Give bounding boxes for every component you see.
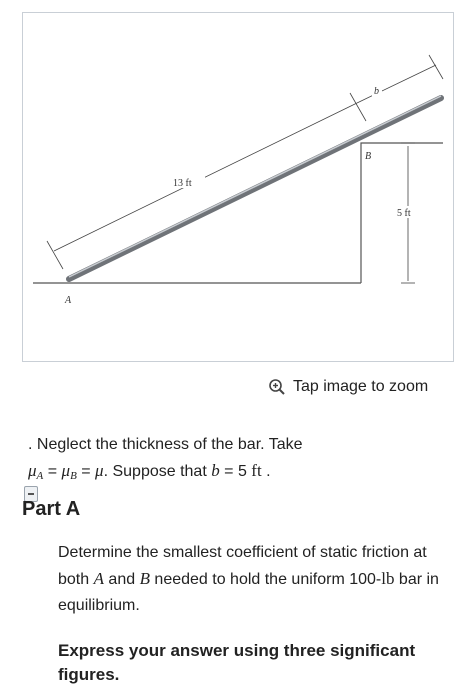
question-text-4: bar in equilibrium. [58,571,439,614]
mu-a: μ [28,461,37,480]
b-value: = 5 [219,463,252,480]
var-a: A [93,569,104,588]
unit-lb: lb [381,569,395,588]
unit-ft: ft [251,461,262,480]
tap-to-zoom[interactable] [268,376,428,398]
question-text-3: needed to hold the uniform 100- [149,571,382,588]
suppose-text: . Suppose that [103,463,212,480]
mu-b-subscript: B [70,470,77,482]
dim-b-label: b [374,86,379,97]
dim-13ft-line [54,103,357,251]
dim-5ft-label: 5 ft [397,208,411,219]
period: . [261,463,271,480]
part-a-question [58,540,453,619]
mu-b: μ [61,461,71,480]
point-b-label: B [365,151,372,162]
question-text-1: Determine the smallest coefficient of static friction at both [58,544,427,588]
bar-highlight [69,96,441,277]
point-a-label: A [65,295,72,306]
equals-1: = [43,463,62,480]
bar [69,98,441,279]
question-text-2: and [103,571,140,588]
problem-figure[interactable] [22,12,454,362]
incline-bar-diagram [23,13,455,363]
dim-13ft-tick-b [350,93,366,121]
problem-line-1: . Neglect the thickness of the bar. Take [28,436,303,453]
equals-2: = [76,463,96,480]
b-variable: b [211,461,220,480]
var-b: B [139,569,150,588]
dim-b-line [357,65,436,103]
mu: μ [95,461,104,480]
problem-line-2 [28,458,448,489]
zoom-in-icon [268,378,286,396]
mu-a-subscript: A [36,470,44,482]
answer-instruction: Express your answer using three significant figures. [58,641,416,684]
problem-statement [28,432,448,489]
zoom-label: Tap image to zoom [293,378,429,395]
dim-13ft-label: 13 ft [173,178,192,189]
dim-13ft-tick-a [47,241,63,269]
part-a-title: Part A [22,498,81,520]
